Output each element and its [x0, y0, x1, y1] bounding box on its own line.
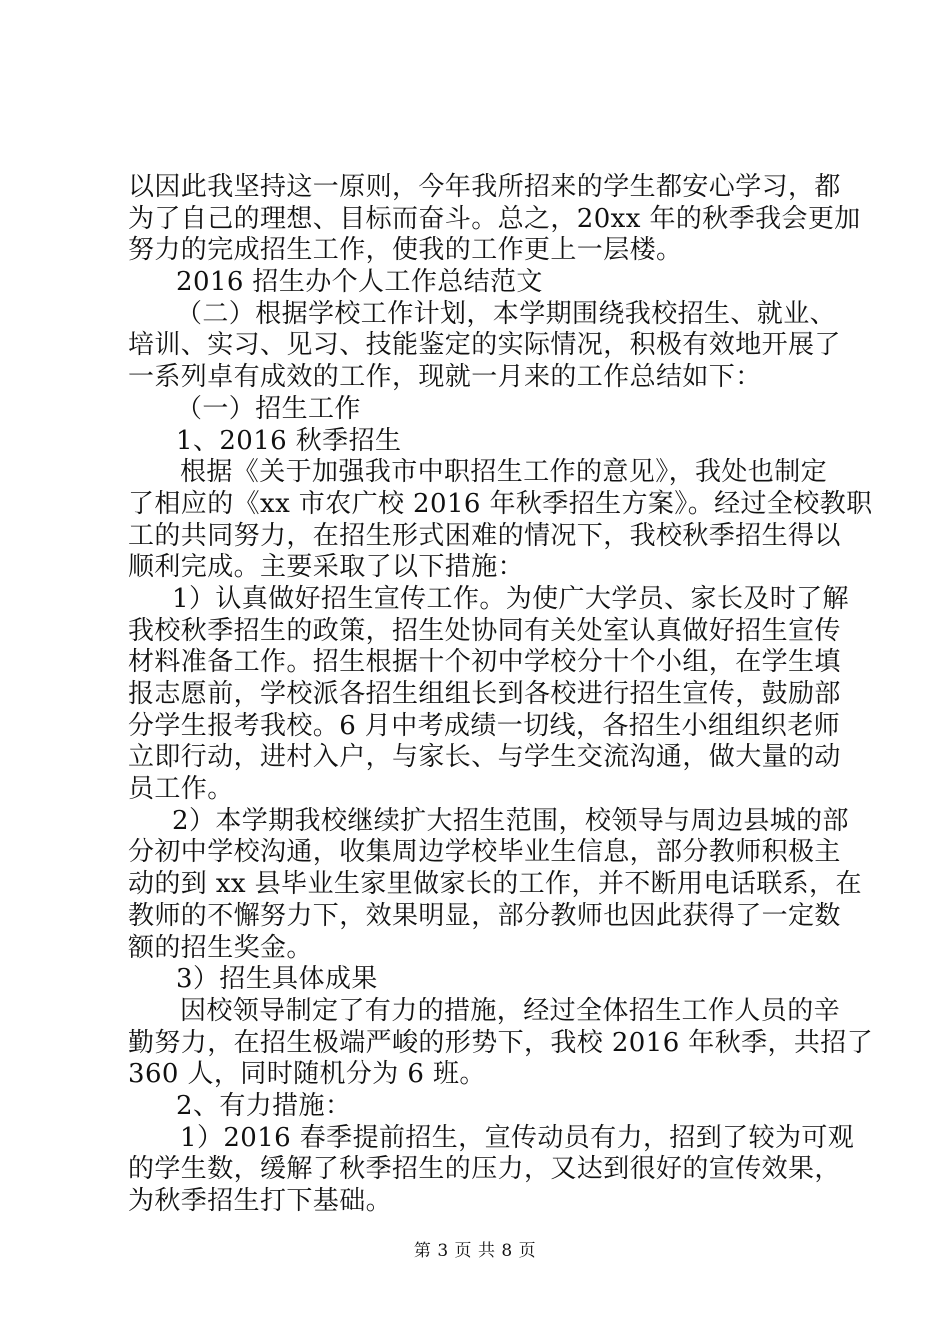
subheading: （一）招生工作 — [176, 393, 361, 424]
subheading: 2、有力措施： — [176, 1090, 352, 1121]
text-line: 培训、实习、见习、技能鉴定的实际情况，积极有效地开展了 — [128, 330, 841, 361]
text-line: 1）认真做好招生宣传工作。为使广大学员、家长及时了解 — [172, 583, 849, 614]
text-line: 1）2016 春季提前招生，宣传动员有力，招到了较为可观 — [180, 1122, 855, 1153]
text-line: 为了自己的理想、目标而奋斗。总之，20xx 年的秋季我会更加 — [128, 203, 861, 234]
text-line: 立即行动，进村入户，与家长、与学生交流沟通，做大量的动 — [128, 742, 841, 773]
text-line: 努力的完成招生工作，使我的工作更上一层楼。 — [128, 235, 683, 266]
text-line: 材料准备工作。招生根据十个初中学校分十个小组，在学生填 — [128, 647, 841, 678]
text-line: （二）根据学校工作计划，本学期围绕我校招生、就业、 — [176, 298, 837, 329]
text-line: 额的招生奖金。 — [128, 932, 313, 963]
text-line: 为秋季招生打下基础。 — [128, 1186, 393, 1216]
subheading: 1、2016 秋季招生 — [176, 425, 402, 456]
section-heading: 2016 招生办个人工作总结范文 — [176, 267, 543, 298]
text-line: 顺利完成。主要采取了以下措施： — [128, 552, 525, 583]
text-line: 的学生数，缓解了秋季招生的压力，又达到很好的宣传效果， — [128, 1154, 841, 1185]
text-line: 了相应的《xx 市农广校 2016 年秋季招生方案》。经过全校教职 — [128, 488, 873, 519]
page-footer: 第 3 页 共 8 页 — [413, 1241, 537, 1261]
text-line: 一系列卓有成效的工作，现就一月来的工作总结如下： — [128, 362, 762, 393]
text-line: 2）本学期我校继续扩大招生范围，校领导与周边县城的部 — [172, 805, 849, 836]
text-line: 以因此我坚持这一原则，今年我所招来的学生都安心学习，都 — [128, 172, 841, 202]
text-line: 分初中学校沟通，收集周边学校毕业生信息，部分教师积极主 — [128, 837, 841, 868]
text-line: 因校领导制定了有力的措施，经过全体招生工作人员的辛 — [180, 995, 841, 1026]
text-line: 工的共同努力，在招生形式困难的情况下，我校秋季招生得以 — [128, 520, 841, 551]
text-line: 动的到 xx 县毕业生家里做家长的工作，并不断用电话联系，在 — [128, 869, 862, 900]
text-line: 360 人，同时随机分为 6 班。 — [128, 1059, 486, 1090]
text-line: 分学生报考我校。6 月中考成绩一切线，各招生小组组织老师 — [128, 710, 841, 741]
text-line: 报志愿前，学校派各招生组组长到各校进行招生宣传，鼓励部 — [128, 679, 841, 709]
text-line: 员工作。 — [128, 774, 234, 805]
text-line: 勤努力，在招生极端严峻的形势下，我校 2016 年秋季，共招了 — [128, 1027, 874, 1058]
text-line: 根据《关于加强我市中职招生工作的意见》，我处也制定 — [180, 457, 828, 488]
text-line: 我校秋季招生的政策，招生处协同有关处室认真做好招生宣传 — [128, 615, 841, 646]
text-line: 教师的不懈努力下，效果明显，部分教师也因此获得了一定数 — [128, 900, 841, 931]
document-body — [128, 172, 874, 1218]
subheading: 3）招生具体成果 — [176, 964, 378, 995]
